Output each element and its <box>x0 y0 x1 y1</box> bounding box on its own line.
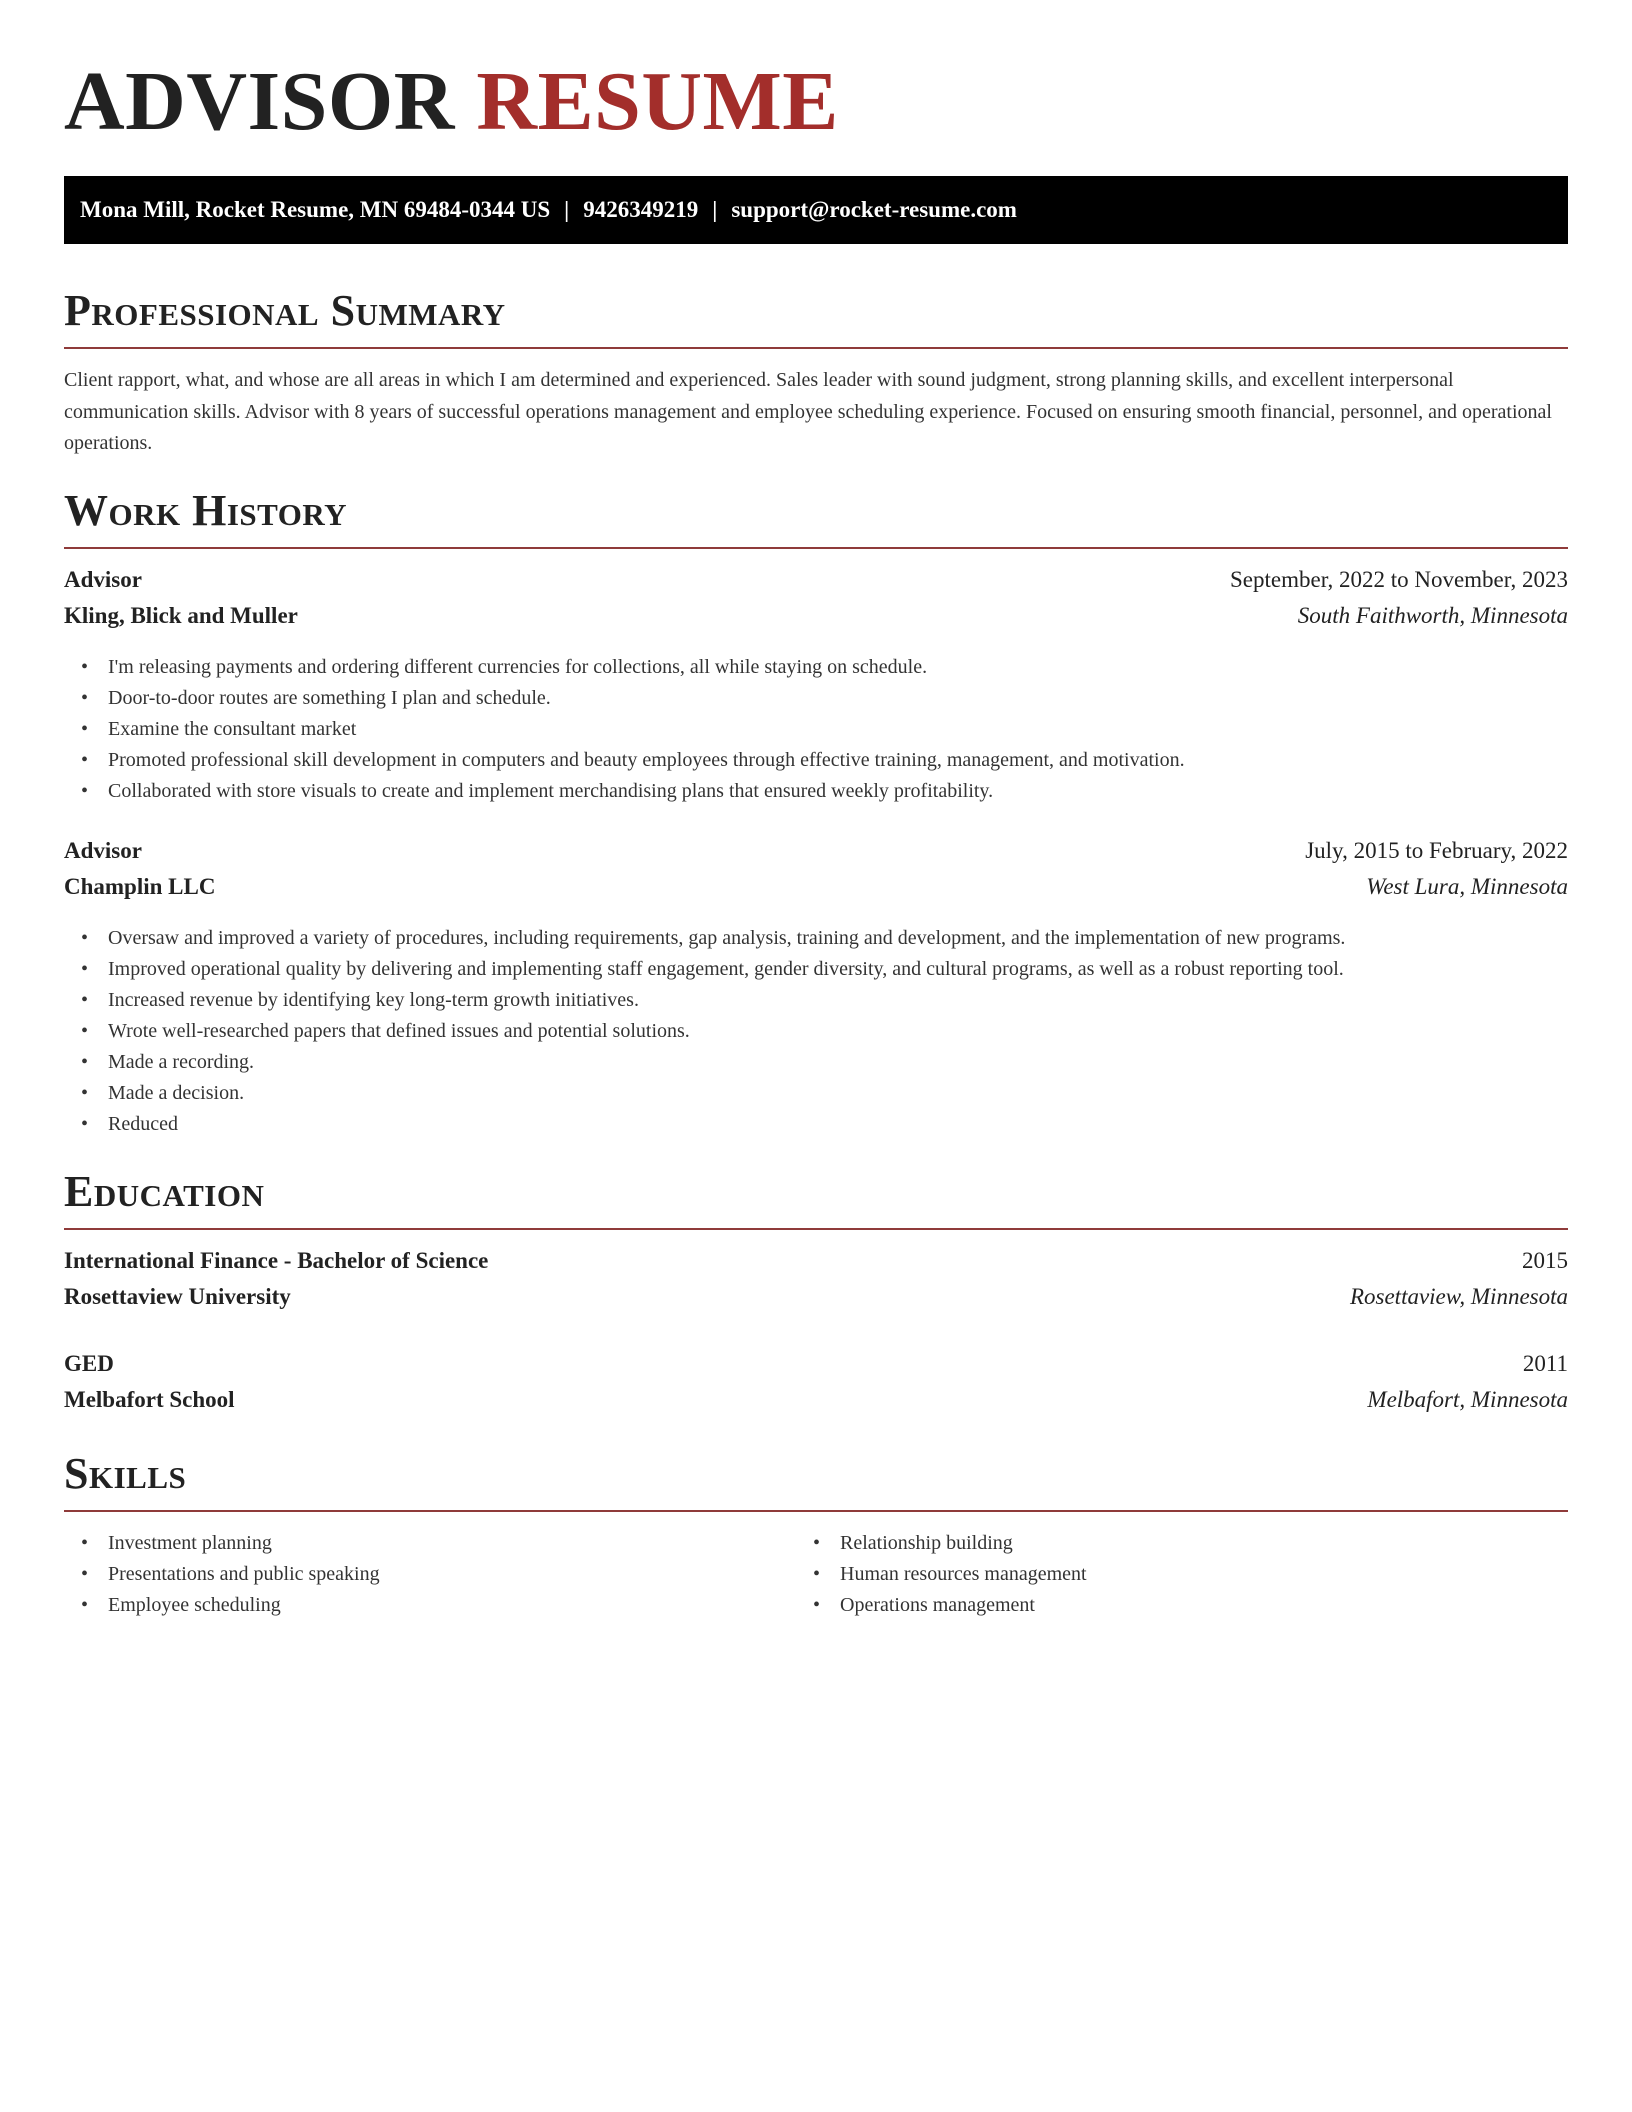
education-2-header <box>64 1351 1568 1385</box>
job-location: West Lura, Minnesota <box>1366 874 1568 899</box>
job-title: Advisor <box>64 838 142 863</box>
title-word-advisor: ADVISOR <box>64 55 455 148</box>
list-item: • Wrote well-researched papers that defined issues and potential solutions. <box>81 1020 690 1042</box>
education-degree: GED <box>64 1351 114 1376</box>
list-item: • Employee scheduling <box>81 1594 281 1616</box>
job-1-subheader <box>64 603 1568 637</box>
education-location: Melbafort, Minnesota <box>1367 1387 1568 1412</box>
education-year: 2011 <box>1522 1351 1568 1376</box>
job-2-header <box>64 838 1568 872</box>
list-item: • Examine the consultant market <box>81 718 357 740</box>
list-item: • Made a recording. <box>81 1051 255 1073</box>
contact-separator: | <box>712 197 718 222</box>
skills-heading: Skills <box>64 1449 187 1498</box>
education-location: Rosettaview, Minnesota <box>1349 1284 1568 1309</box>
list-item: • Made a decision. <box>81 1082 245 1104</box>
summary-text: Client rapport, what, and whose are all areas in which I am determined and experienced. Sales leader with sound judgment, strong planning skills, and excellent interpersonal communication skills. Advisor with 8 years of successful operations management and employee scheduling experience. Focused on ensuring smooth financial, personnel, and operational operations. <box>64 369 1552 454</box>
job-title: Advisor <box>64 567 142 592</box>
job-1-bullets <box>64 652 1568 807</box>
skills-list-right <box>796 1528 1516 1621</box>
contact-email[interactable]: support@rocket-resume.com <box>731 197 1017 222</box>
education-school: Rosettaview University <box>64 1284 291 1309</box>
summary-divider <box>64 347 1568 349</box>
job-location: South Faithworth, Minnesota <box>1297 603 1568 628</box>
contact-phone: 9426349219 <box>583 197 699 222</box>
education-school: Melbafort School <box>64 1387 235 1412</box>
list-item: • Investment planning <box>81 1532 272 1554</box>
list-item: • Reduced <box>81 1113 178 1135</box>
contact-address: Mona Mill, Rocket Resume, MN 69484-0344 US <box>80 197 551 222</box>
education-1-header <box>64 1248 1568 1282</box>
list-item: • Door-to-door routes are something I plan and schedule. <box>81 687 551 709</box>
education-year: 2015 <box>1522 1248 1568 1273</box>
education-divider <box>64 1228 1568 1230</box>
contact-bar <box>64 176 1568 244</box>
contact-separator: | <box>564 197 570 222</box>
work-history-divider <box>64 547 1568 549</box>
skills-list-left <box>64 1528 784 1621</box>
resume-page <box>64 0 1568 1616</box>
job-company: Champlin LLC <box>64 874 216 899</box>
skills-divider <box>64 1510 1568 1512</box>
list-item: • Collaborated with store visuals to create and implement merchandising plans that ensured weekly profitability. <box>81 780 994 802</box>
list-item: • Increased revenue by identifying key long-term growth initiatives. <box>81 989 639 1011</box>
education-2-subheader <box>64 1387 1568 1421</box>
list-item: • Operations management <box>813 1594 1035 1616</box>
education-degree: International Finance - Bachelor of Science <box>64 1248 489 1273</box>
job-company: Kling, Blick and Muller <box>64 603 298 628</box>
education-1-subheader <box>64 1284 1568 1318</box>
resume-title <box>64 0 1568 148</box>
job-1-header <box>64 567 1568 601</box>
job-dates: September, 2022 to November, 2023 <box>1230 567 1568 592</box>
list-item: • Promoted professional skill development in computers and beauty employees through effective training, management, and motivation. <box>81 749 1185 771</box>
list-item: • Relationship building <box>813 1532 1013 1554</box>
job-dates: July, 2015 to February, 2022 <box>1305 838 1568 863</box>
work-history-heading: Work History <box>64 486 348 535</box>
job-2-bullets <box>64 923 1568 1140</box>
summary-heading: Professional Summary <box>64 286 506 335</box>
job-2-subheader <box>64 874 1568 908</box>
title-word-resume: RESUME <box>476 55 839 148</box>
list-item: • Improved operational quality by delivering and implementing staff engagement, gender diversity, and cultural programs, as well as a robust reporting tool. <box>81 958 1344 980</box>
list-item: • I'm releasing payments and ordering different currencies for collections, all while staying on schedule. <box>81 656 928 678</box>
list-item: • Presentations and public speaking <box>81 1563 380 1585</box>
list-item: • Oversaw and improved a variety of procedures, including requirements, gap analysis, training and development, and the implementation of new programs. <box>81 927 1346 949</box>
list-item: • Human resources management <box>813 1563 1087 1585</box>
education-heading: Education <box>64 1167 265 1216</box>
